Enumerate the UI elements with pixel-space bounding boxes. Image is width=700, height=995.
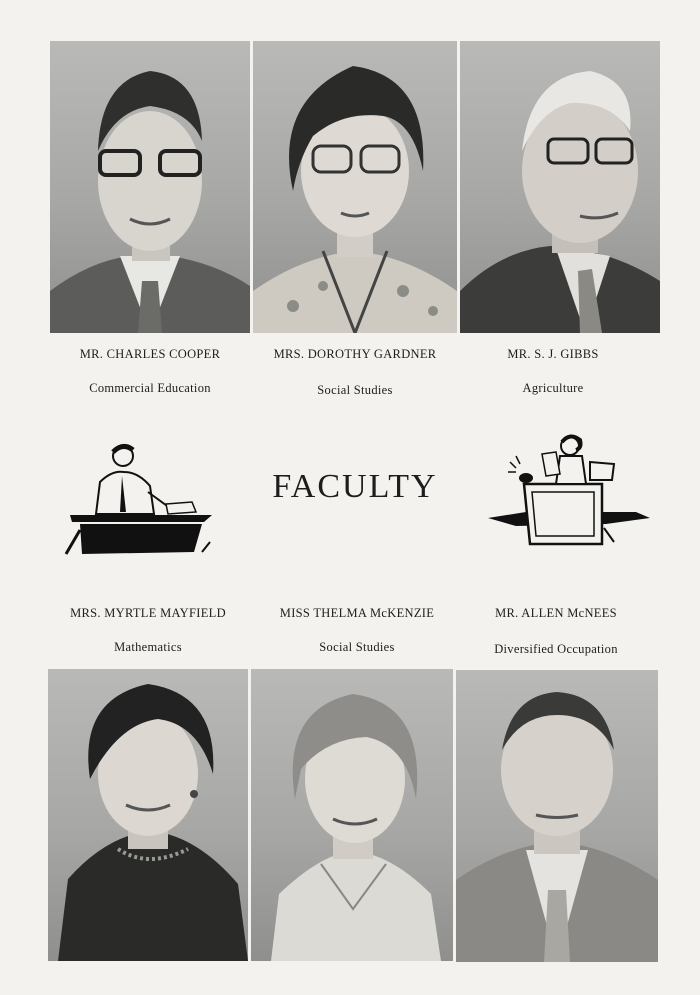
faculty-photo-thelma-mckenzie bbox=[251, 669, 453, 961]
faculty-name-1: MR. CHARLES COOPER bbox=[79, 347, 221, 361]
faculty-photo-charles-cooper bbox=[50, 41, 250, 333]
page-title: FACULTY bbox=[272, 468, 438, 505]
faculty-name-5: MISS THELMA McKENZIE bbox=[279, 606, 435, 620]
faculty-subject-5: Social Studies bbox=[319, 640, 395, 654]
faculty-subject-2: Social Studies bbox=[317, 383, 393, 397]
faculty-name-6: MR. ALLEN McNEES bbox=[495, 606, 617, 620]
faculty-name-3: MR. S. J. GIBBS bbox=[507, 347, 599, 361]
man-at-desk-clipart-icon bbox=[62, 442, 214, 558]
faculty-photo-myrtle-mayfield bbox=[48, 669, 248, 961]
faculty-photo-dorothy-gardner bbox=[253, 41, 457, 333]
faculty-subject-1: Commercial Education bbox=[89, 381, 211, 395]
faculty-subject-6: Diversified Occupation bbox=[494, 642, 618, 656]
faculty-name-2: MRS. DOROTHY GARDNER bbox=[273, 347, 437, 361]
faculty-photo-allen-mcnees bbox=[456, 670, 658, 962]
faculty-subject-3: Agriculture bbox=[522, 381, 584, 395]
faculty-subject-4: Mathematics bbox=[114, 640, 182, 654]
woman-at-desk-clipart-icon bbox=[486, 432, 652, 550]
faculty-name-4: MRS. MYRTLE MAYFIELD bbox=[70, 606, 226, 620]
faculty-photo-sj-gibbs bbox=[460, 41, 660, 333]
